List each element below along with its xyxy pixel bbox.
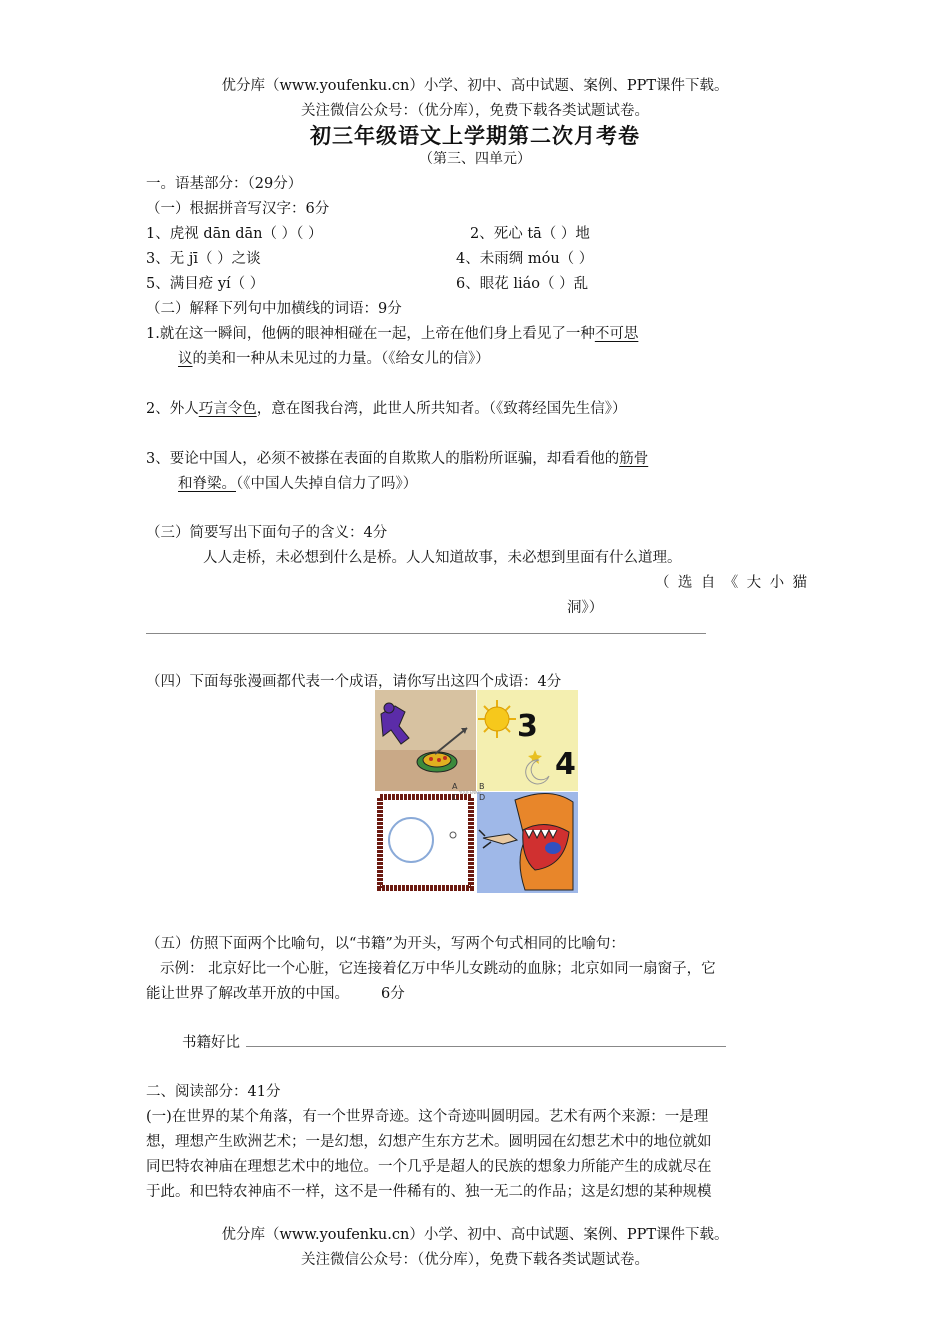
comic-label-b: B xyxy=(479,782,485,791)
footer-line-2: 关注微信公众号：（优分库），免费下载各类试题试卷。 xyxy=(301,1252,649,1268)
reading-line-4: 于此。和巴特农神庙不一样，这不是一件稀有的、独一无二的作品；这是幻想的某种规模 xyxy=(146,1184,712,1200)
q3-sentence: 人人走桥，未必想到什么是桥。人人知道故事，未必想到里面有什么道理。 xyxy=(203,550,682,566)
q3-answer-line[interactable] xyxy=(146,633,706,634)
q5-example-2: 能让世界了解改革开放的中国。 xyxy=(146,986,349,1002)
q2-s3-rest: （《中国人失掉自信力了吗》） xyxy=(236,476,418,492)
q2-s1-underlined-2: 议 xyxy=(178,351,193,367)
q3-source-line-2: 洞》） xyxy=(567,600,604,616)
comic-label-d: D xyxy=(479,793,486,802)
page-subtitle: （第三、四单元） xyxy=(419,151,531,167)
page-title: 初三年级语文上学期第二次月考卷 xyxy=(310,123,640,148)
comic-label-c: C xyxy=(452,793,458,802)
q5-example-line-2 xyxy=(146,982,405,1003)
comic-panel-a xyxy=(375,690,476,791)
q2-sentence-3-line-1 xyxy=(146,447,648,468)
q1-item-4: 4、未雨绸 móu（ ） xyxy=(456,251,594,267)
comic-number-4: 4 xyxy=(555,747,576,782)
q2-heading: （二）解释下列句中加横线的词语：9分 xyxy=(146,301,402,317)
q2-sentence-3-line-2 xyxy=(178,472,417,493)
q1-heading: （一）根据拼音写汉字：6分 xyxy=(146,201,330,217)
q5-points: 6分 xyxy=(381,986,405,1002)
reading-line-2: 想，理想产生欧洲艺术；一是幻想，幻想产生东方艺术。圆明园在幻想艺术中的地位就如 xyxy=(146,1134,712,1150)
q1-item-1: 1、虎视 dān dān（ ）（ ） xyxy=(146,226,323,242)
reading-line-1: (一)在世界的某个角落，有一个世界奇迹。这个奇迹叫圆明园。艺术有两个来源：一是理 xyxy=(146,1109,709,1125)
q4-heading: （四）下面每张漫画都代表一个成语，请你写出这四个成语：4分 xyxy=(146,674,562,690)
q2-s3-underlined-1: 筋骨 xyxy=(619,451,649,467)
header-line-1: 优分库（www.youfenku.cn）小学、初中、高中试题、案例、PPT课件下载。 xyxy=(221,78,729,94)
comic-label-a: A xyxy=(452,782,458,791)
q2-sentence-1-line-2 xyxy=(178,347,490,368)
comic-panel-b xyxy=(477,690,578,791)
q5-answer-line[interactable] xyxy=(246,1046,726,1047)
q2-s1-rest: 的美和一种从未见过的力量。（《给女儿的信》） xyxy=(192,351,490,367)
comic-panel-d xyxy=(477,792,578,893)
footer-line-1: 优分库（www.youfenku.cn）小学、初中、高中试题、案例、PPT课件下载。 xyxy=(221,1227,729,1243)
idiom-comic-grid xyxy=(375,690,578,893)
section2-heading: 二、阅读部分：41分 xyxy=(146,1084,281,1100)
q2-s3-text: 3、要论中国人，必须不被搽在表面的自欺欺人的脂粉所诓骗，却看看他的 xyxy=(146,451,620,467)
q5-heading: （五）仿照下面两个比喻句，以“书籍”为开头，写两个句式相同的比喻句： xyxy=(146,936,625,952)
q2-sentence-1-line-1 xyxy=(146,322,638,343)
comic-number-3: 3 xyxy=(517,709,538,744)
comic-panel-c xyxy=(375,792,476,893)
header-line-2: 关注微信公众号：（优分库），免费下载各类试题试卷。 xyxy=(301,103,649,119)
q2-s2-text: 2、外人 xyxy=(146,401,199,417)
q5-example-line-1 xyxy=(146,957,806,978)
q2-s3-underlined-2: 和脊梁。 xyxy=(178,476,236,492)
reading-line-3: 同巴特农神庙在理想艺术中的地位。一个几乎是超人的民族的想象力所能产生的成就尽在 xyxy=(146,1159,712,1175)
q2-sentence-2 xyxy=(146,397,626,418)
comic-watermark: YOUFENKU xyxy=(459,790,481,795)
q5-answer-prefix: 书籍好比 xyxy=(182,1035,240,1051)
q3-heading: （三）简要写出下面句子的含义：4分 xyxy=(146,525,388,541)
q1-item-2: 2、死心 tā（ ）地 xyxy=(470,226,590,242)
q1-item-5: 5、满目疮 yí（ ） xyxy=(146,276,265,292)
q3-source-line-1 xyxy=(655,571,807,592)
q2-s1-text: 1.就在这一瞬间，他俩的眼神相碰在一起，上帝在他们身上看见了一种 xyxy=(146,326,595,342)
q1-item-3: 3、无 jī（ ）之谈 xyxy=(146,251,261,267)
q2-s1-underlined-1: 不可思 xyxy=(594,326,639,342)
q3-source-1: （ 选 自 《 大 小 猫 xyxy=(655,575,807,591)
section1-heading: 一。语基部分：（29分） xyxy=(146,176,303,192)
q5-example-1: 示例： 北京好比一个心脏，它连接着亿万中华儿女跳动的血脉；北京如同一扇窗子，它 xyxy=(160,961,716,977)
q2-s2-underlined: 巧言令色 xyxy=(198,401,257,417)
q2-s2-rest: ，意在图我台湾，此世人所共知者。（《致蒋经国先生信》） xyxy=(256,401,627,417)
q1-item-6: 6、眼花 liáo（ ）乱 xyxy=(456,276,589,292)
